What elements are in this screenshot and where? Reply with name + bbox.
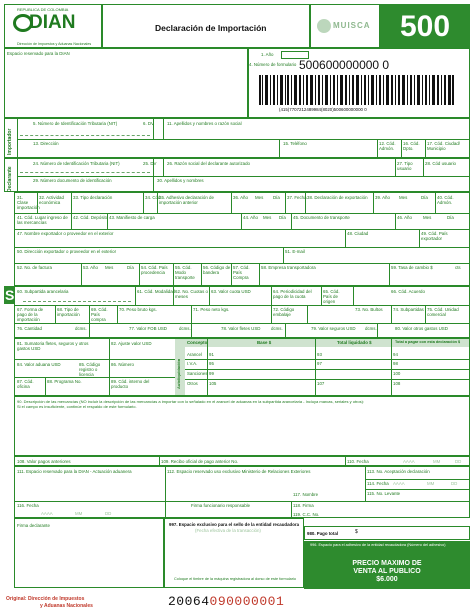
liquidation-section bbox=[14, 338, 470, 396]
barcode-icon bbox=[259, 75, 454, 105]
number-label: 86. Número bbox=[111, 362, 134, 367]
foreign-affairs-label: 112. Espacio reservado uso exclusivo Ministerio de Relaciones Exteriores bbox=[167, 469, 311, 474]
serial-part-c: 00001 bbox=[242, 594, 285, 609]
liq-row-iva-b: 97 bbox=[317, 361, 322, 366]
muisca-logo-text: MUISCA bbox=[333, 21, 371, 30]
header-logo-box bbox=[4, 4, 102, 48]
declarant-fullname-label: 30. Apellidos y nombres bbox=[157, 178, 204, 183]
declarant-dv-label: 25. DV bbox=[143, 161, 157, 166]
liq-row-sanciones: Sanciones bbox=[187, 371, 208, 376]
original-line-1: Original: Dirección de Impuestos bbox=[6, 596, 85, 602]
importer-section bbox=[4, 118, 470, 158]
bank-stamp-date: (Fecha efectiva de la transacción) bbox=[195, 528, 261, 533]
exchange-cts-label: cts bbox=[455, 265, 461, 270]
installments-label: 62. No. Cuotas o meses bbox=[175, 289, 208, 299]
program-label: 88. Programa No. bbox=[47, 379, 82, 384]
item-letter: S bbox=[5, 287, 15, 303]
importer-admon-label: 12. Cód. Admón. bbox=[379, 141, 396, 151]
date-label: 37. Fecha bbox=[287, 195, 307, 200]
liq-row-iva-c: 98 bbox=[393, 361, 398, 366]
form-title: Declaración de Importación bbox=[155, 23, 267, 33]
declarant-id-label: 29. Número documento de identificación bbox=[33, 178, 112, 183]
serial-number bbox=[168, 594, 284, 609]
purchase-country-label: 57. Cód. País Compra bbox=[233, 265, 250, 280]
muisca-box bbox=[310, 4, 380, 48]
transport-section bbox=[14, 192, 470, 286]
item-section bbox=[14, 286, 470, 338]
date-116-year: AAAA bbox=[41, 511, 53, 516]
total-payment-box bbox=[304, 526, 470, 540]
date-114-day: DD bbox=[451, 481, 458, 486]
liq-row-sanciones-c: 100 bbox=[393, 371, 401, 376]
carrier-label: 58. Empresa transportadora bbox=[261, 265, 316, 270]
import-class-label: 31. Clase importación bbox=[17, 195, 40, 210]
official-signature-label: Firma funcionario responsable bbox=[191, 503, 251, 508]
freight-label: 78. Valor fletes USD bbox=[221, 326, 261, 331]
insurance-label: 79. Valor seguros USD bbox=[311, 326, 356, 331]
total-liq-header: Total liquidado $ bbox=[337, 340, 372, 345]
form-serial: 500600000000 0 bbox=[299, 58, 390, 72]
exporter-country-label: 49. Cód. País exportador bbox=[421, 231, 448, 241]
deposit-label: 42. Cód. Depósito bbox=[73, 215, 109, 220]
concept-header: Concepto bbox=[187, 340, 208, 345]
code-label: 34. Cód. bbox=[145, 195, 162, 200]
bank-stamp-section bbox=[164, 518, 304, 588]
form-number-label: 4. Número de formulario bbox=[249, 62, 297, 67]
importer-nit-label: 5. Número de Identificación Tributaria (NIT) bbox=[33, 121, 118, 126]
original-line-2: y Aduanas Nacionales bbox=[40, 603, 93, 609]
prior-month-label: Mes bbox=[255, 195, 264, 200]
dian-logo-text: DIAN bbox=[29, 12, 76, 33]
export-month-label: Mes bbox=[399, 195, 408, 200]
quantity-label: 76. Cantidad bbox=[17, 326, 42, 331]
commercial-unit-label: 75. Cód. Unidad comercial bbox=[427, 307, 459, 317]
import-type-label: 68. Tipo de importación bbox=[57, 307, 80, 317]
liq-row-iva-a: 95 bbox=[209, 361, 214, 366]
manifest-month-label: Mes bbox=[263, 215, 272, 220]
date-114-month: MM bbox=[427, 481, 435, 486]
declaration-type-label: 33. Tipo declaración bbox=[73, 195, 113, 200]
invoice-label: 52. No. de factura bbox=[17, 265, 52, 270]
signature-118-label: 118. Firma bbox=[293, 503, 314, 508]
total-pay-header: Total a pagar con esta declaración $ bbox=[395, 340, 461, 344]
date-114-label: 114. Fecha bbox=[367, 481, 389, 486]
dian-reserved-box bbox=[4, 48, 248, 118]
liq-row-arancel-a: 91 bbox=[209, 352, 214, 357]
importer-section-label: Importador bbox=[7, 128, 13, 155]
net-weight-label: 71. Peso neto kgs. bbox=[193, 307, 230, 312]
serial-part-a: 20064 bbox=[168, 594, 210, 609]
invoice-month-label: Mes bbox=[105, 265, 114, 270]
exchange-rate-label: 59. Tasa de cambio $ bbox=[391, 265, 433, 270]
date-110-month: MM bbox=[433, 459, 441, 464]
item-purchase-country-label: 69. Cód. País compra bbox=[91, 307, 108, 322]
fob-dcms: dcms. bbox=[179, 326, 191, 331]
transport-doc-month-label: Mes bbox=[423, 215, 432, 220]
form-number-box bbox=[380, 4, 470, 48]
date-110-year: AAAA bbox=[403, 459, 415, 464]
date-110-day: DD bbox=[455, 459, 462, 464]
periodicity-label: 64. Periodicidad del pago de la cuota bbox=[273, 289, 312, 299]
importer-phone-label: 15. Teléfono bbox=[283, 141, 307, 146]
invoice-day-label: Día bbox=[127, 265, 134, 270]
serial-part-b: 0900 bbox=[209, 594, 243, 609]
declarant-section-label: Declarante bbox=[7, 166, 13, 192]
manifest-day-label: Día bbox=[279, 215, 286, 220]
installment-value-label: 63. Valor cuota USD bbox=[211, 289, 251, 294]
declarant-name-label: 26. Razón social del declarante autorizado bbox=[167, 161, 250, 166]
release-label: 115. No. Levante bbox=[367, 491, 401, 496]
declarant-usertype-label: 27. Tipo usuario bbox=[397, 161, 413, 171]
liq-row-otros-c: 108 bbox=[393, 381, 401, 386]
price-value: $6.000 bbox=[376, 576, 398, 583]
importer-dpto-label: 16. Cód. Dpto. bbox=[403, 141, 420, 151]
dian-action-label: 111. Espacio reservado para la DIAN - Actuación aduanera bbox=[17, 469, 132, 474]
tariff-label: 60. Subpartida arancelaria bbox=[17, 289, 69, 294]
origin-country-label: 54. Cód. País procedencia bbox=[141, 265, 168, 275]
country-label: REPUBLICA DE COLOMBIA bbox=[17, 7, 69, 12]
liq-row-arancel-c: 94 bbox=[393, 352, 398, 357]
total-payment-currency: $ bbox=[355, 529, 358, 535]
importer-name-label: 11. Apellidos y nombres o razón social bbox=[167, 121, 242, 126]
export-year-label: 39. Año bbox=[375, 195, 390, 200]
entry-place-label: 41. Cód. Lugar ingreso de las mercancías bbox=[17, 215, 68, 225]
other-costs-label: 80. Valor otros gastos USD bbox=[395, 326, 448, 331]
city-label: 48. Ciudad bbox=[347, 231, 369, 236]
export-admon-label: 40. Cód. Admón. bbox=[437, 195, 454, 205]
signature-section bbox=[14, 518, 164, 588]
acceptance-label: 113. No. Aceptación declaración bbox=[367, 469, 430, 474]
date-116-month: MM bbox=[75, 511, 83, 516]
adhesive-label: 996. Espacio para el adhesivo de la entidad recaudadora (Número del adhesivo) bbox=[310, 543, 446, 547]
item-letter-box bbox=[4, 286, 14, 304]
liq-row-iva: I.V.A. bbox=[187, 361, 198, 366]
invoice-year-label: 53. Año bbox=[83, 265, 98, 270]
transport-mode-label: 55. Cód. Modo transporte bbox=[175, 265, 195, 280]
packaging-label: 72. Código embalaje bbox=[273, 307, 295, 317]
date-110-label: 110. Fecha bbox=[347, 459, 369, 464]
export-declaration-label: 38. Declaración de exportación bbox=[307, 195, 368, 200]
customs-value-label: 84. Valor aduana USD bbox=[17, 362, 61, 367]
price-line-2: VENTA AL PUBLICO bbox=[353, 568, 421, 575]
flag-code-label: 56. Código de bandera bbox=[203, 265, 231, 275]
form-number: 500 bbox=[400, 10, 451, 43]
barcode-box bbox=[248, 48, 470, 118]
reserved-spaces bbox=[14, 466, 470, 518]
declarant-usercode-label: 28. Cód usuario bbox=[425, 161, 456, 166]
transport-doc-day-label: Día bbox=[447, 215, 454, 220]
importer-dv-label: 6. DV bbox=[143, 121, 154, 126]
packages-label: 73. No. Bultos bbox=[355, 307, 383, 312]
modality-label: 61. Cód. Modalidad bbox=[137, 289, 176, 294]
barcode-text: (415)7707212489984(8020)500600000000 0 bbox=[279, 107, 367, 112]
price-box bbox=[304, 541, 470, 589]
stamp-note-label: Coloque el timbre de la máquina registradora al dorso de este formulario bbox=[174, 577, 296, 581]
sum-costs-label: 81. Sumatoria fletes, seguros y otros gastos USD bbox=[17, 341, 89, 351]
license-code-label: 85. Código registro o licencia bbox=[79, 362, 101, 377]
base-header: Base $ bbox=[257, 340, 272, 345]
date-116-day: DD bbox=[105, 511, 112, 516]
price-line-1: PRECIO MAXIMO DE bbox=[352, 560, 422, 567]
exporter-address-label: 50. Dirección exportador o proveedor en el exterior bbox=[17, 249, 117, 254]
name-117-label: 117. Nombre bbox=[293, 492, 319, 497]
prior-day-label: Día bbox=[273, 195, 280, 200]
id-119-label: 119. C.C. No. bbox=[293, 512, 320, 517]
quantity-dcms: dcms. bbox=[75, 326, 87, 331]
fob-label: 77. Valor FOB USD bbox=[129, 326, 167, 331]
subheadings-label: 74. Subpartidas bbox=[393, 307, 424, 312]
liq-row-arancel-b: 93 bbox=[317, 352, 322, 357]
year-label: 1. Año bbox=[261, 52, 274, 57]
description-section bbox=[14, 396, 470, 456]
dian-reserved-label: Espacio reservado para la DIAN bbox=[7, 51, 70, 56]
product-code-label: 89. Cód. interno del producto bbox=[111, 379, 150, 389]
autoliquidation-label: Autoliquidación bbox=[176, 358, 181, 389]
email-label: 51. E-mail bbox=[285, 249, 305, 254]
manifest-year-label: 44. Año bbox=[243, 215, 258, 220]
previous-payments-row bbox=[14, 456, 470, 466]
declarant-nit-label: 24. Número de Identificación Tributaria (NIT) bbox=[33, 161, 120, 166]
prior-year-label: 36. Año bbox=[233, 195, 248, 200]
gross-weight-label: 70. Peso bruto kgs. bbox=[119, 307, 157, 312]
economic-activity-label: 32. Actividad económica bbox=[39, 195, 64, 205]
liq-row-sanciones-a: 99 bbox=[209, 371, 214, 376]
declarant-signature-label: Firma declarante bbox=[17, 523, 50, 528]
transport-doc-year-label: 46. Año bbox=[397, 215, 412, 220]
office-code-label: 87. Cód. oficina bbox=[17, 379, 34, 389]
title-box bbox=[102, 4, 310, 48]
description-label: 90. Descripción de las mercancías (NO incluir la descripción de las mercancías a importar con lo señalado en el arancel de aduanas en la subpartida arancelaria - Incluya marcas, seriales y otros): bbox=[17, 399, 365, 404]
declarant-section bbox=[4, 158, 470, 192]
insurance-dcms: dcms. bbox=[365, 326, 377, 331]
liq-row-otros-b: 107 bbox=[317, 381, 325, 386]
importer-city-label: 17. Cód. Ciudad/ Municipio bbox=[427, 141, 460, 151]
previous-receipt-label: 109. Recibo oficial de pago anterior No. bbox=[161, 459, 239, 464]
bank-stamp-label: 997. Espacio exclusivo para el sello de la entidad recaudadora bbox=[169, 522, 300, 527]
freight-dcms: dcms. bbox=[271, 326, 283, 331]
value-adjust-label: 82. Ajuste valor USD bbox=[111, 341, 152, 346]
payment-form-label: 67. Forma de pago de la importación bbox=[17, 307, 44, 322]
exporter-name-label: 47. Nombre exportador o proveedor en el exterior bbox=[17, 231, 114, 236]
manifest-label: 43. Manifiesto de carga bbox=[109, 215, 155, 220]
prior-declaration-label: 35. Adhesivo declaración de importación anterior bbox=[159, 195, 214, 205]
export-day-label: Día bbox=[421, 195, 428, 200]
date-114-year: AAAA bbox=[393, 481, 405, 486]
muisca-logo-icon bbox=[317, 19, 331, 33]
importer-address-label: 13. Dirección bbox=[33, 141, 59, 146]
origin-label: 65. Cód. País de origen bbox=[323, 289, 340, 304]
previous-payments-label: 108. Valor pagos anteriores bbox=[17, 459, 71, 464]
liq-row-arancel: Arancel bbox=[187, 352, 202, 357]
liq-row-otros: Otros bbox=[187, 381, 198, 386]
liq-row-otros-a: 105 bbox=[209, 381, 217, 386]
agency-line: Dirección de Impuestos y Aduanas Nacionales bbox=[17, 42, 92, 46]
description-note: Si el campo es insuficiente, continúe el respaldo de este formulario. bbox=[17, 404, 137, 409]
total-payment-label: 980. Pago total bbox=[307, 531, 338, 536]
agreement-label: 66. Cód. Acuerdo bbox=[391, 289, 425, 294]
transport-doc-label: 45. Documento de transporte bbox=[293, 215, 350, 220]
date-116-label: 116. Fecha bbox=[17, 503, 39, 508]
